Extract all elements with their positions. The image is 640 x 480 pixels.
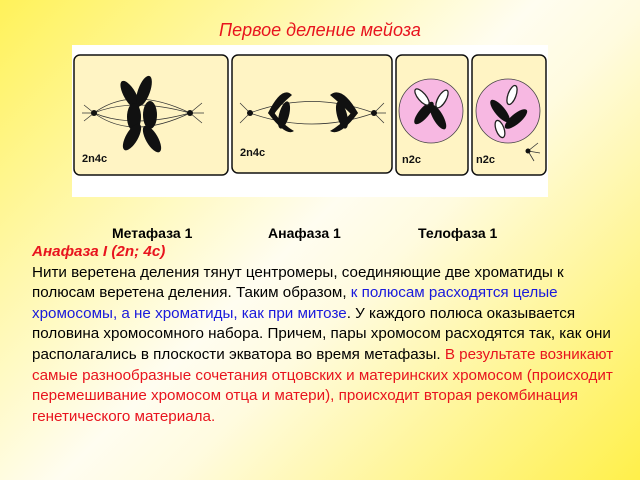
text-highlight-red: В результате возникают самые разнообразные сочетания отцовских и материнских хромосом (происходит перемешивание хромосом отца и матери), происходит вторая рекомбинация генетического материала. [32,345,614,425]
text-highlight-blue: к полюсам расходятся целые хромосомы, а не хроматиды, как при митозе [32,284,558,322]
text-part-3: . У каждого полюса оказывается половина хромосомного набора. Причем, пары хромосом расходятся так, как они располагались в плоскости экватора во время метафазы. [32,304,611,363]
cell-label-3: n2c [402,154,421,166]
slide-title: Первое деление мейоза [219,20,421,40]
telophase-cell-2 [472,55,546,175]
anaphase-cell [232,55,392,173]
cell-label-2: 2n4c [240,147,266,159]
telophase-cell [396,55,468,175]
cell-label-1: 2n4c [82,153,108,165]
metaphase-cell [74,55,228,175]
meiosis-figure [72,45,548,241]
cell-label-4: n2c [476,154,495,166]
meiosis-diagram [72,45,548,197]
text-part-1: Нити веретена деления тянут центромеры, соединяющие две хроматиды к полюсам веретена деления. Таким образом, [32,263,564,302]
caption-anaphase: Анафаза 1 [268,225,341,241]
caption-metaphase: Метафаза 1 [112,225,193,241]
description-text [32,242,618,427]
section-heading: Анафаза I (2n; 4c) [32,243,166,260]
caption-telophase: Телофаза 1 [418,225,498,241]
